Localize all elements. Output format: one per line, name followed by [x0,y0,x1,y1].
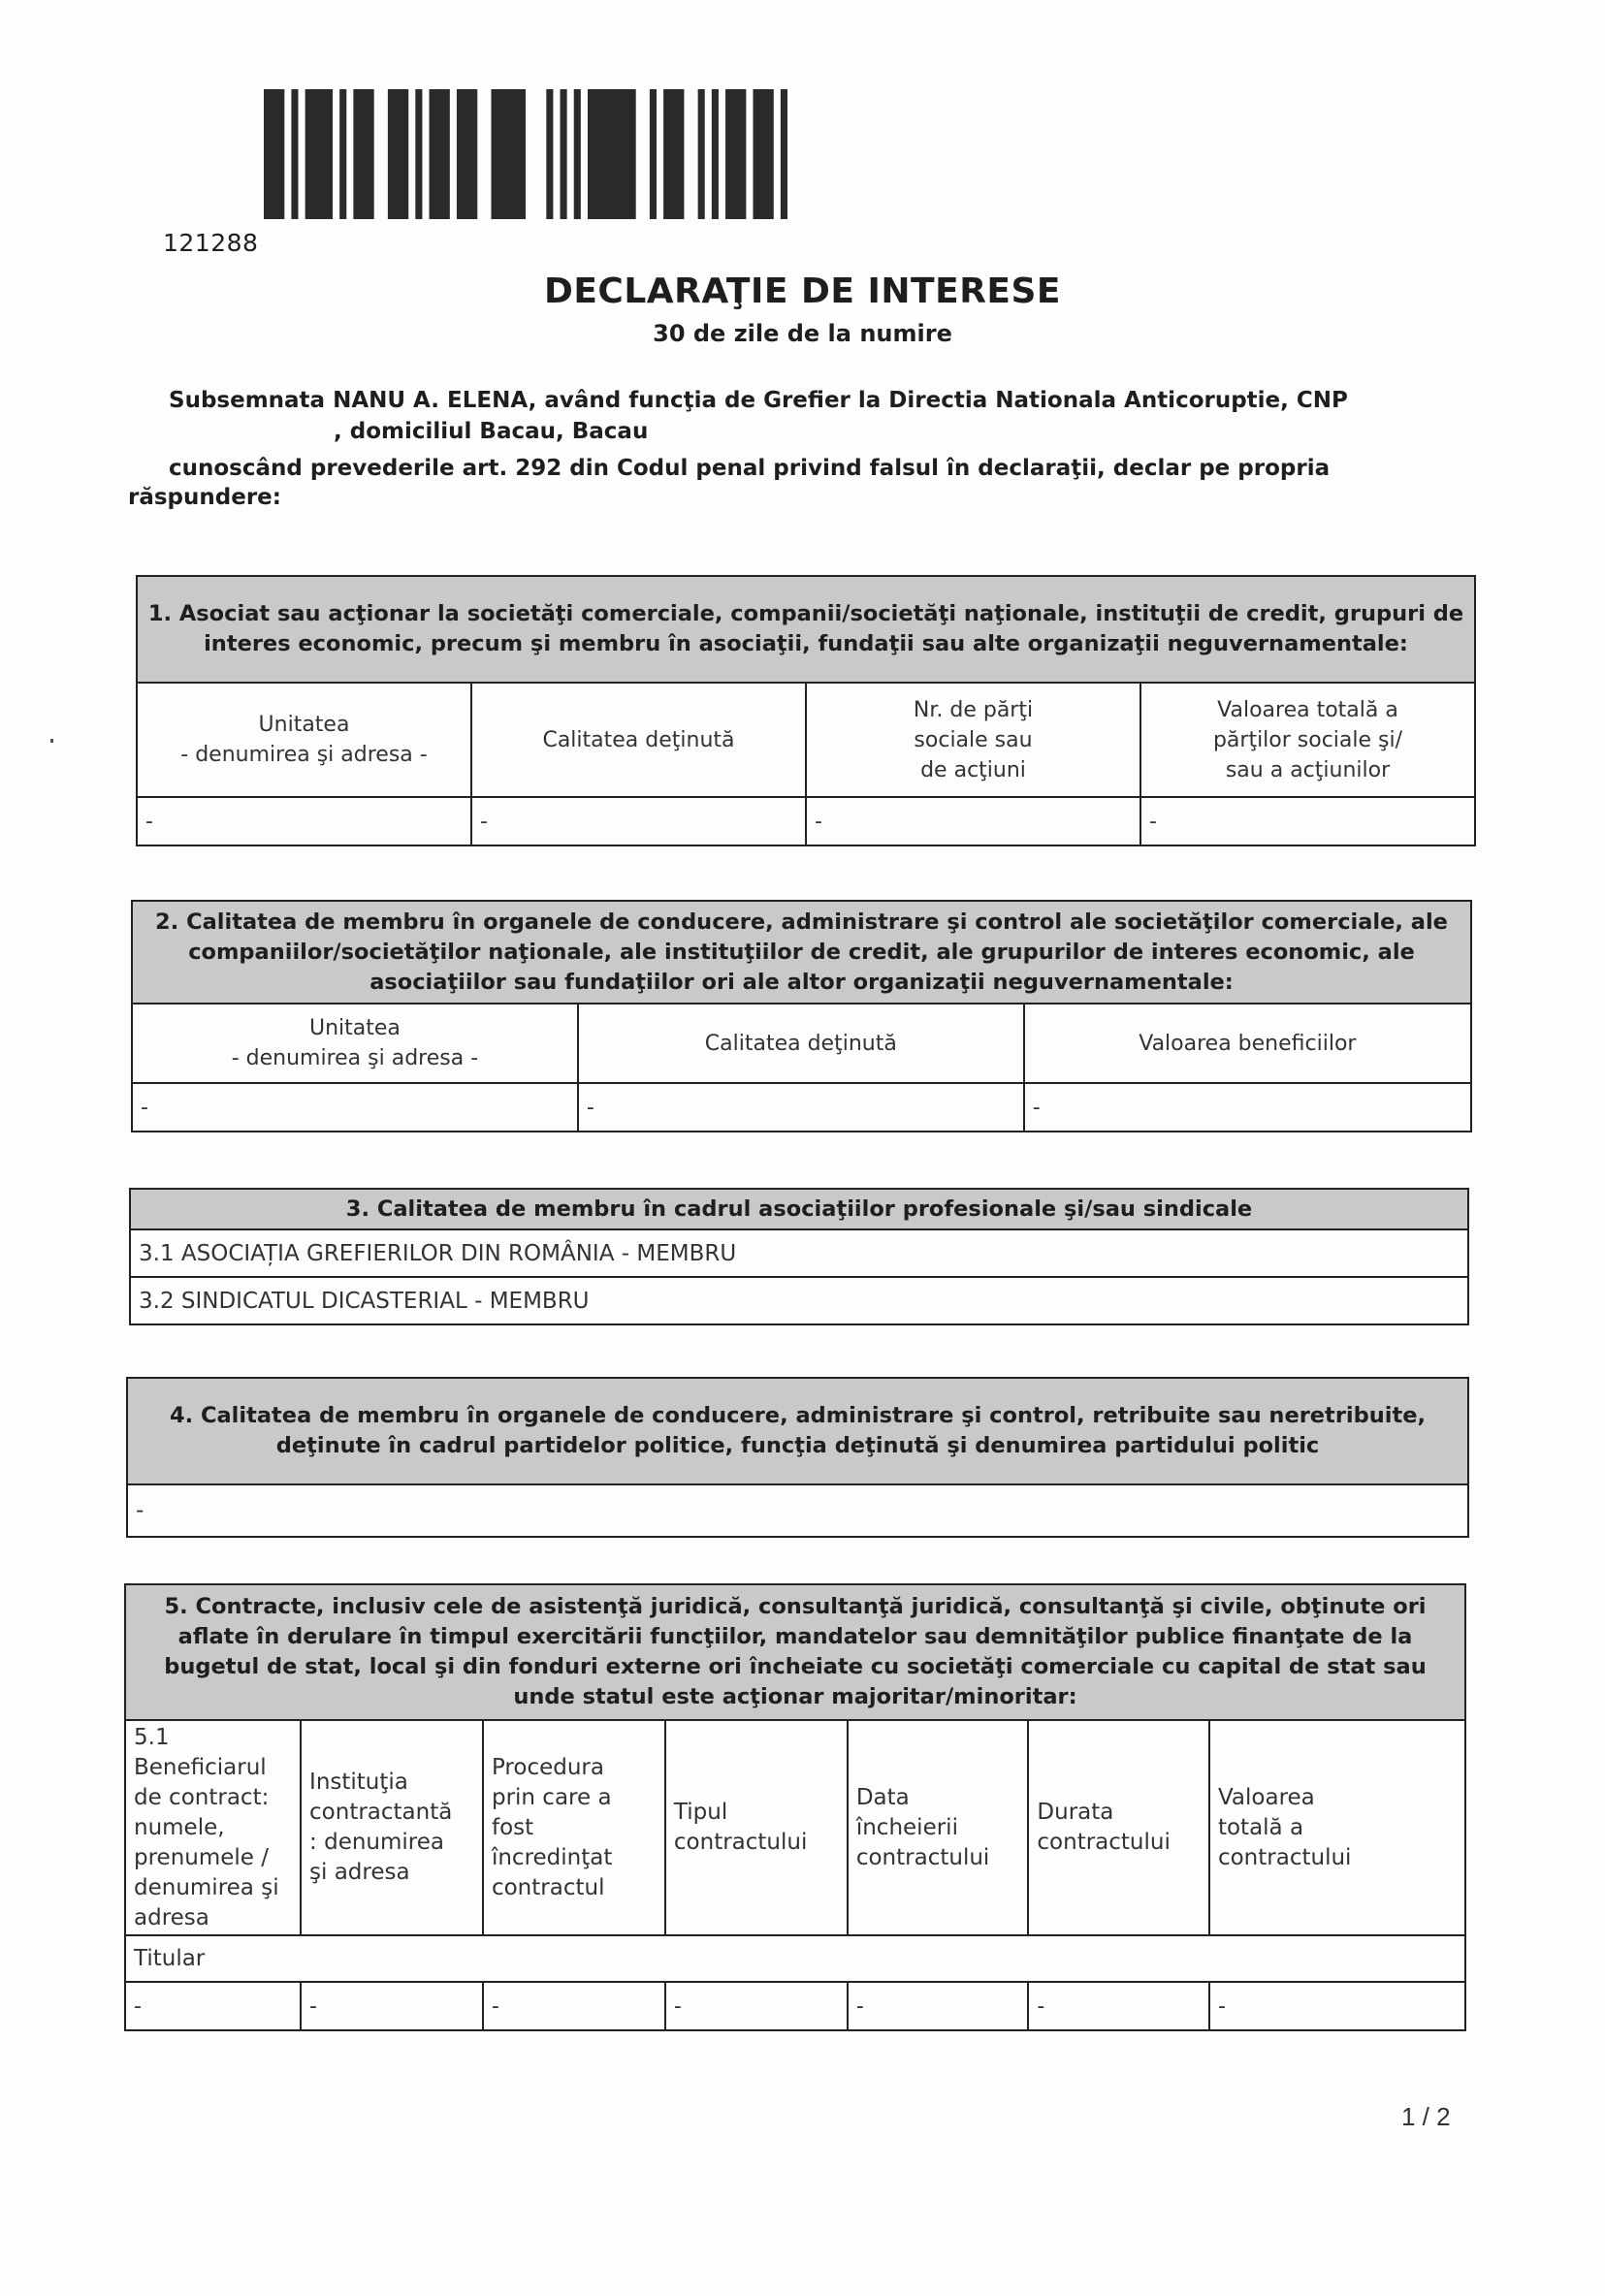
intro-line-responsibility: răspundere: [128,485,281,510]
column-header-contract-type: Tipul contractului [665,1720,848,1935]
intro-line-legal: cunoscând prevederile art. 292 din Codul penal privind falsul în declaraţii, declar pe propria [169,456,1331,481]
barcode-bar [725,89,746,219]
group-label-titular: Titular [125,1935,1465,1982]
document-title: DECLARAŢIE DE INTERESE [543,271,1062,311]
section-5-title: 5. Contracte, inclusiv cele de asistenţă juridică, consultanţă juridică, consultanţă şi civile, obţinute ori aflate în derulare în timpul exercitării funcţiilor, mandatelor sau demnităţilor publice finanţate de la bugetul de stat, local şi din fonduri externe ori încheiate cu societăţi comerciale cu capital de stat sau unde statul este acţionar majoritar/minoritar: [125,1584,1465,1720]
column-header-unit: Unitatea - denumirea şi adresa - [137,683,471,797]
column-header-unit: Unitatea - denumirea şi adresa - [132,1004,578,1083]
barcode-bar [305,89,333,219]
table-cell: - [483,1982,665,2030]
column-header-benefits-value: Valoarea beneficiilor [1024,1004,1471,1083]
table-cell: - [578,1083,1024,1132]
section-2-board-membership-table [131,900,1472,1132]
section-1-shareholdings-table [136,575,1476,846]
barcode-bar [546,89,553,219]
section-4-title: 4. Calitatea de membru în organele de conducere, administrare şi control, retribuite sau neretribuite, deţinute în cadrul partidelor politice, funcţia deţinută şi denumirea partidului politic [127,1378,1468,1484]
section-1-title: 1. Asociat sau acţionar la societăţi comerciale, companii/societăţi naţionale, instituţii de credit, grupuri de interes economic, precum şi membru în asociaţii, fundaţii sau alte organizaţii neguvernamentale: [137,576,1475,683]
barcode-bar [388,89,408,219]
intro-line-declarant: Subsemnata NANU A. ELENA, având funcţia de Grefier la Directia Nationala Anticoruptie, CNP [169,388,1348,413]
document-subtitle: 30 de zile de la numire [653,320,952,347]
column-header-shares-count: Nr. de părţi sociale sau de acţiuni [806,683,1140,797]
table-cell: - [848,1982,1029,2030]
column-header-contract-value: Valoarea totală a contractului [1209,1720,1465,1935]
table-row [137,797,1475,845]
table-cell: - [137,797,471,845]
table-cell: - [665,1982,848,2030]
table-cell: - [1140,797,1475,845]
table-row [130,1229,1468,1277]
column-header-total-value: Valoarea totală a părţilor sociale şi/ sau a acţiunilor [1140,683,1475,797]
section-5-contracts-table [124,1583,1466,2031]
section-3-professional-associations-table [129,1188,1469,1325]
association-item: 3.2 SINDICATUL DICASTERIAL - MEMBRU [130,1277,1468,1324]
table-row [130,1277,1468,1324]
barcode-bar [650,89,657,219]
barcode-bar [491,89,526,219]
scan-speck [50,739,53,743]
barcode-icon [264,89,787,219]
barcode-bar [588,89,636,219]
table-row [127,1484,1468,1537]
table-cell: - [125,1982,301,2030]
section-2-title: 2. Calitatea de membru în organele de conducere, administrare şi control ale societăţilor comerciale, ale companiilor/societăţilor naţionale, ale instituţiilor de credit, ale grupurilor de interes economic, ale asociaţiilor sau fundaţiilor ori ale altor organizaţii neguvernamentale: [132,901,1471,1004]
barcode-bar [264,89,284,219]
association-item: 3.1 ASOCIAȚIA GREFIERILOR DIN ROMÂNIA - MEMBRU [130,1229,1468,1277]
barcode-bar [415,89,422,219]
barcode-bar [339,89,346,219]
column-header-contract-date: Data încheierii contractului [848,1720,1029,1935]
column-header-quality: Calitatea deţinută [471,683,806,797]
page-number: 1 / 2 [1401,2102,1451,2131]
intro-line-domicile: , domiciliul Bacau, Bacau [334,419,649,444]
table-cell: - [301,1982,483,2030]
barcode-bar [712,89,719,219]
barcode-bar [561,89,567,219]
column-header-beneficiary: 5.1 Beneficiarul de contract: numele, prenumele / denumirea şi adresa [125,1720,301,1935]
section-3-title: 3. Calitatea de membru în cadrul asociaţiilor profesionale şi/sau sindicale [130,1189,1468,1229]
column-header-quality: Calitatea deţinută [578,1004,1024,1083]
barcode-bar [698,89,705,219]
barcode-bar [574,89,581,219]
barcode-bar [663,89,684,219]
table-cell: - [806,797,1140,845]
table-row [132,1083,1471,1132]
column-header-contract-duration: Durata contractului [1028,1720,1209,1935]
barcode-bar [781,89,787,219]
table-cell: - [1024,1083,1471,1132]
table-cell: - [127,1484,1468,1537]
barcode-bar [353,89,373,219]
section-4-political-party-table [126,1377,1469,1538]
table-cell: - [132,1083,578,1132]
column-header-contracting-institution: Instituţia contractantă : denumirea şi adresa [301,1720,483,1935]
table-cell: - [1209,1982,1465,2030]
barcode-bar [457,89,477,219]
barcode-bar [291,89,298,219]
table-cell: - [1028,1982,1209,2030]
table-cell: - [471,797,806,845]
barcode-bar [753,89,773,219]
barcode-number: 121288 [163,229,259,257]
column-header-procedure: Procedura prin care a fost încredinţat contractul [483,1720,665,1935]
table-row [125,1982,1465,2030]
barcode-bar [430,89,450,219]
